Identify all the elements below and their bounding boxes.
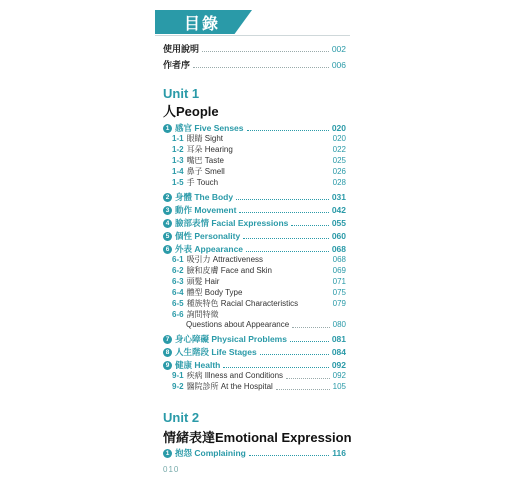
section-number-icon: 7: [163, 335, 172, 344]
toc-section[interactable]: 2 身體 The Body 031: [163, 190, 346, 204]
section-number-icon: 8: [163, 348, 172, 357]
unit-2-label: Unit 2: [163, 410, 200, 425]
toc-subentry[interactable]: 1-5 手 Touch 028: [172, 178, 346, 187]
toc-section[interactable]: 6 外表 Appearance 068: [163, 242, 346, 256]
toc-subentry-continuation[interactable]: Questions about Appearance 080: [186, 320, 346, 329]
section-number-icon: 3: [163, 206, 172, 215]
section-number-icon: 6: [163, 245, 172, 254]
toc-section[interactable]: 8 人生階段 Life Stages 084: [163, 345, 346, 359]
section-number-icon: 1: [163, 449, 172, 458]
toc-subentry[interactable]: 6-3 頭髮 Hair 071: [172, 277, 346, 286]
toc-section[interactable]: 1 感官 Five Senses 020: [163, 121, 346, 135]
toc-subentry[interactable]: 1-1 眼睛 Sight 020: [172, 134, 346, 143]
page-number: 010: [163, 465, 180, 474]
unit-2-title: 情緒表達Emotional Expression: [163, 430, 352, 445]
section-number-icon: 4: [163, 219, 172, 228]
toc-subentry[interactable]: 1-3 嘴巴 Taste 025: [172, 156, 346, 165]
toc-subentry[interactable]: 1-2 耳朵 Hearing 022: [172, 145, 346, 154]
toc-subentry[interactable]: 9-2 醫院診所 At the Hospital 105: [172, 382, 346, 391]
unit-1-label: Unit 1: [163, 86, 200, 101]
toc-subentry[interactable]: 1-4 鼻子 Smell 026: [172, 167, 346, 176]
toc-section[interactable]: 5 個性 Personality 060: [163, 229, 346, 243]
toc-section[interactable]: 7 身心障礙 Physical Problems 081: [163, 332, 346, 346]
section-number-icon: 5: [163, 232, 172, 241]
toc-section[interactable]: 9 健康 Health 092: [163, 358, 346, 372]
unit-1-title: 人People: [163, 104, 219, 119]
toc-subentry[interactable]: 6-1 吸引力 Attractiveness 068: [172, 255, 346, 264]
section-number-icon: 2: [163, 193, 172, 202]
header-divider: [155, 35, 350, 36]
toc-section[interactable]: 3 動作 Movement 042: [163, 203, 346, 217]
toc-section[interactable]: 4 臉部表情 Facial Expressions 055: [163, 216, 346, 230]
section-number-icon: 9: [163, 361, 172, 370]
toc-subentry[interactable]: 6-4 體型 Body Type 075: [172, 288, 346, 297]
section-number-icon: 1: [163, 124, 172, 133]
toc-subentry[interactable]: 6-5 種族特色 Racial Characteristics 079: [172, 299, 346, 308]
toc-subentry[interactable]: 9-1 疾病 Illness and Conditions 092: [172, 371, 346, 380]
toc-subentry[interactable]: 6-2 臉和皮膚 Face and Skin 069: [172, 266, 346, 275]
toc-entry-usage[interactable]: 使用說明 002: [163, 44, 346, 54]
toc-section[interactable]: 1 抱怨 Complaining 116: [163, 446, 346, 460]
toc-subentry[interactable]: 6-6 詢問特徵: [172, 310, 219, 319]
page-title: 目錄: [184, 16, 221, 33]
toc-entry-preface[interactable]: 作者序 006: [163, 60, 346, 70]
